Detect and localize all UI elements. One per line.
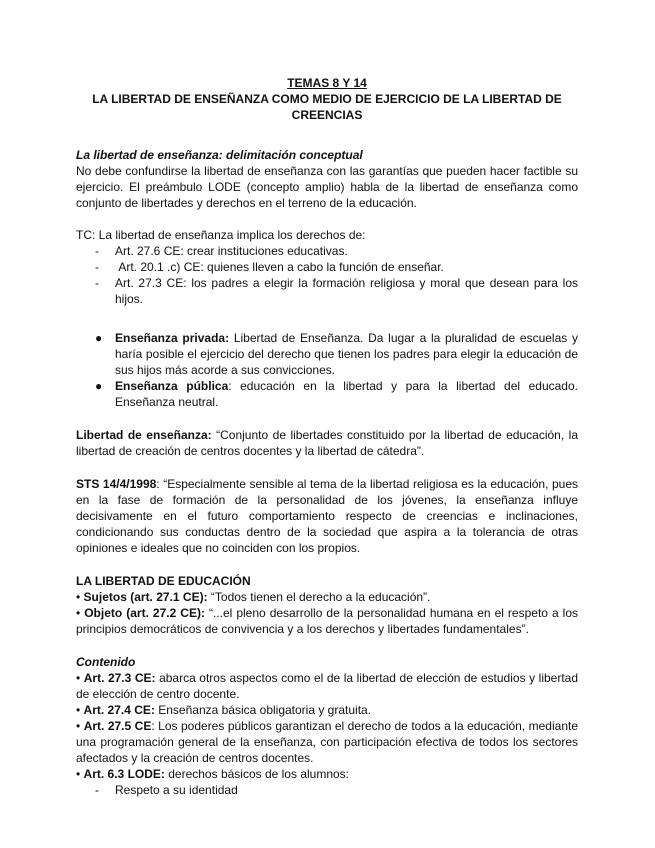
content-item-text: abarca otros aspectos como el de la libertad de elección de estudios y libertad de elección de centro docente. <box>76 671 579 701</box>
list-item-text: Art. 27.3 CE: los padres a elegir la formación religiosa y moral que desean para los hijos. <box>115 276 578 306</box>
bullet-prefix: • <box>76 671 84 685</box>
education-item-label: Sujetos (art. 27.1 CE): <box>83 590 208 604</box>
dash-marker: - <box>95 783 99 797</box>
types-list <box>76 330 578 410</box>
bullet-prefix: • <box>76 719 84 733</box>
concept-heading <box>76 147 578 163</box>
list-item <box>76 378 578 410</box>
dash-marker: - <box>95 244 99 258</box>
content-item-label: Art. 27.5 CE <box>83 719 152 733</box>
content-item-text: Enseñanza básica obligatoria y gratuita. <box>154 703 372 717</box>
education-item-label: Objeto (art. 27.2 CE): <box>84 606 205 620</box>
bullet-prefix: • <box>76 703 84 717</box>
content-item <box>76 766 578 782</box>
type-label-public: Enseñanza pública <box>115 379 229 393</box>
document-title <box>76 75 578 123</box>
education-heading: LA LIBERTAD DE EDUCACIÓN <box>76 574 251 588</box>
list-item-text: Art. 20.1 .c) CE: quienes lleven a cabo la función de enseñar. <box>115 260 444 274</box>
title-line-1: TEMAS 8 Y 14 <box>287 76 367 90</box>
type-text-private: Libertad de Enseñanza. Da lugar a la pluralidad de escuelas y haría posible el ejercicio del derecho que tienen los padres para elegir la educación de sus hijos más acorde a sus convicciones. <box>115 331 578 377</box>
content-item-label: Art. 27.3 CE: <box>83 671 156 685</box>
definition-paragraph <box>76 427 578 459</box>
content-item <box>76 718 578 766</box>
education-item-text: “...el pleno desarrollo de la personalidad humana en el respeto a los principios democráticos de convivencia y a los derechos y libertades fundamentales”. <box>76 606 578 636</box>
bullet-prefix: • <box>76 767 84 781</box>
list-item <box>76 243 578 259</box>
content-heading: Contenido <box>76 655 136 669</box>
title-line-2: LA LIBERTAD DE ENSEÑANZA COMO MEDIO DE EJERCICIO DE LA LIBERTAD DE CREENCIAS <box>92 92 562 122</box>
content-item-label: Art. 6.3 LODE: <box>83 767 165 781</box>
definition-label: Libertad de enseñanza: <box>76 428 212 442</box>
concept-paragraph: No debe confundirse la libertad de enseñanza con las garantías que pueden hacer factible su ejercicio. El preámbulo LODE (concepto amplio) habla de la libertad de enseñanza como conjunto de libertades y derechos en el terreno de la educación. <box>76 164 578 210</box>
type-text-public: : educación en la libertad y para la libertad del educado. Enseñanza neutral. <box>115 379 578 409</box>
content-item <box>76 702 578 718</box>
document-page <box>76 75 578 798</box>
bullet-marker: ● <box>95 379 103 393</box>
sts-text: : “Especialmente sensible al tema de la libertad religiosa es la educación, pues en la fase de formación de la personalidad de los jóvenes, la enseñanza influye decisivamente en el futuro comportamiento respecto de creencias e inclinaciones, condicionando sus conductas dentro de la sociedad que aspira a la tolerancia de otras opiniones e ideales que no coinciden con los propios. <box>76 477 578 555</box>
education-item-text: “Todos tienen el derecho a la educación”. <box>207 590 431 604</box>
content-item-label: Art. 27.4 CE: <box>83 703 155 717</box>
bullet-prefix: • <box>76 590 84 604</box>
bullet-prefix: • <box>76 606 85 620</box>
list-item <box>76 275 578 307</box>
content-item-text: : Los poderes públicos garantizan el derecho de todos a la educación, mediante una programación general de la enseñanza, con participación efectiva de todos los sectores afectados y la creación de centros docentes. <box>76 719 579 765</box>
content-item-text: derechos básicos de los alumnos: <box>164 767 350 781</box>
list-item-text: Respeto a su identidad <box>115 783 238 797</box>
content-sub-list <box>76 782 578 798</box>
definition-text: “Conjunto de libertades constituido por la libertad de educación, la libertad de creación de centros docentes y la libertad de cátedra”. <box>76 428 578 458</box>
dash-marker: - <box>95 260 99 274</box>
tc-intro: TC: La libertad de enseñanza implica los derechos de: <box>76 228 366 242</box>
list-item <box>76 259 578 275</box>
education-item-object <box>76 605 578 637</box>
tc-list <box>76 243 578 307</box>
sts-label: STS 14/4/1998 <box>76 477 157 491</box>
dash-marker: - <box>95 276 99 290</box>
list-item <box>76 330 578 378</box>
concept-heading-text: La libertad de enseñanza: delimitación conceptual <box>76 148 363 162</box>
bullet-marker: ● <box>95 331 103 345</box>
type-label-private: Enseñanza privada: <box>115 331 230 345</box>
sts-paragraph <box>76 476 578 556</box>
education-item-subjects <box>76 589 578 605</box>
content-item <box>76 670 578 702</box>
list-item <box>76 782 578 798</box>
list-item-text: Art. 27.6 CE: crear instituciones educativas. <box>115 244 348 258</box>
